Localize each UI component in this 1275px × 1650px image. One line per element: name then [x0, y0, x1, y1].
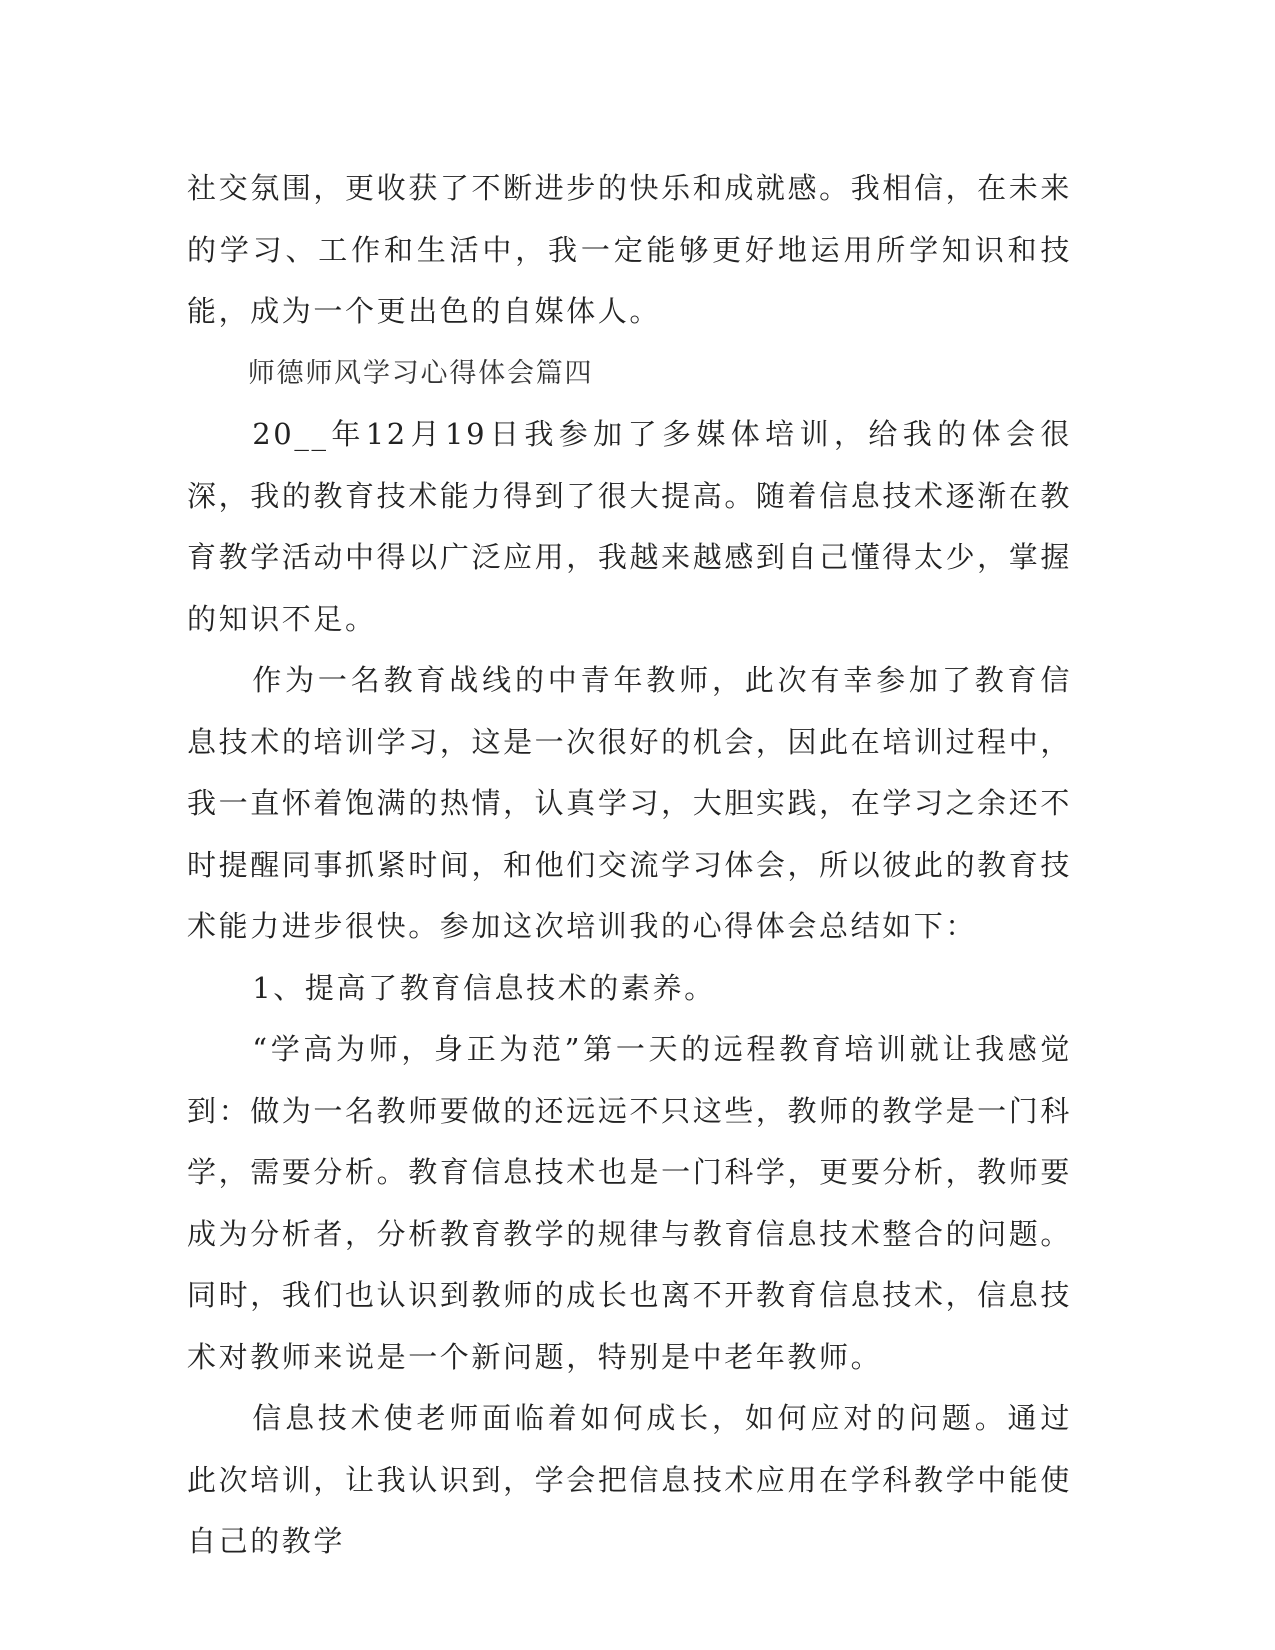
paragraph-quote: “学高为师，身正为范”第一天的远程教育培训就让我感觉到：做为一名教师要做的还远远不只这些，教师的教学是一门科学，需要分析。教育信息技术也是一门科学，更要分析，教师要成为分析者，分析教育教学的规律与教育信息技术整合的问题。同时，我们也认识到教师的成长也离不开教育信息技术，信息技术对教师来说是一个新问题，特别是中老年教师。 — [187, 1032, 1072, 1374]
paragraph-training-date: 20__年12月19日我参加了多媒体培训，给我的体会很深，我的教育技术能力得到了很大提高。随着信息技术逐渐在教育教学活动中得以广泛应用，我越来越感到自己懂得太少，掌握的知识不足。 — [187, 417, 1072, 636]
list-item-one: 1、提高了教育信息技术的素养。 — [252, 970, 716, 1005]
paragraph-teacher-experience: 作为一名教育战线的中青年教师，此次有幸参加了教育信息技术的培训学习，这是一次很好的机会，因此在培训过程中，我一直怀着饱满的热情，认真学习，大胆实践，在学习之余还不时提醒同事抓紧时间，和他们交流学习体会，所以彼此的教育技术能力进步很快。参加这次培训我的心得体会总结如下： — [187, 663, 1072, 943]
paragraph-continuation: 社交氛围，更收获了不断进步的快乐和成就感。我相信，在未来的学习、工作和生活中，我一定能够更好地运用所学知识和技能，成为一个更出色的自媒体人。 — [187, 171, 1072, 328]
paragraph-information-technology: 信息技术使老师面临着如何成长，如何应对的问题。通过此次培训，让我认识到，学会把信息技术应用在学科教学中能使自己的教学 — [187, 1401, 1072, 1558]
section-heading: 师德师风学习心得体会篇四 — [247, 357, 594, 389]
document-body — [187, 158, 1072, 1573]
